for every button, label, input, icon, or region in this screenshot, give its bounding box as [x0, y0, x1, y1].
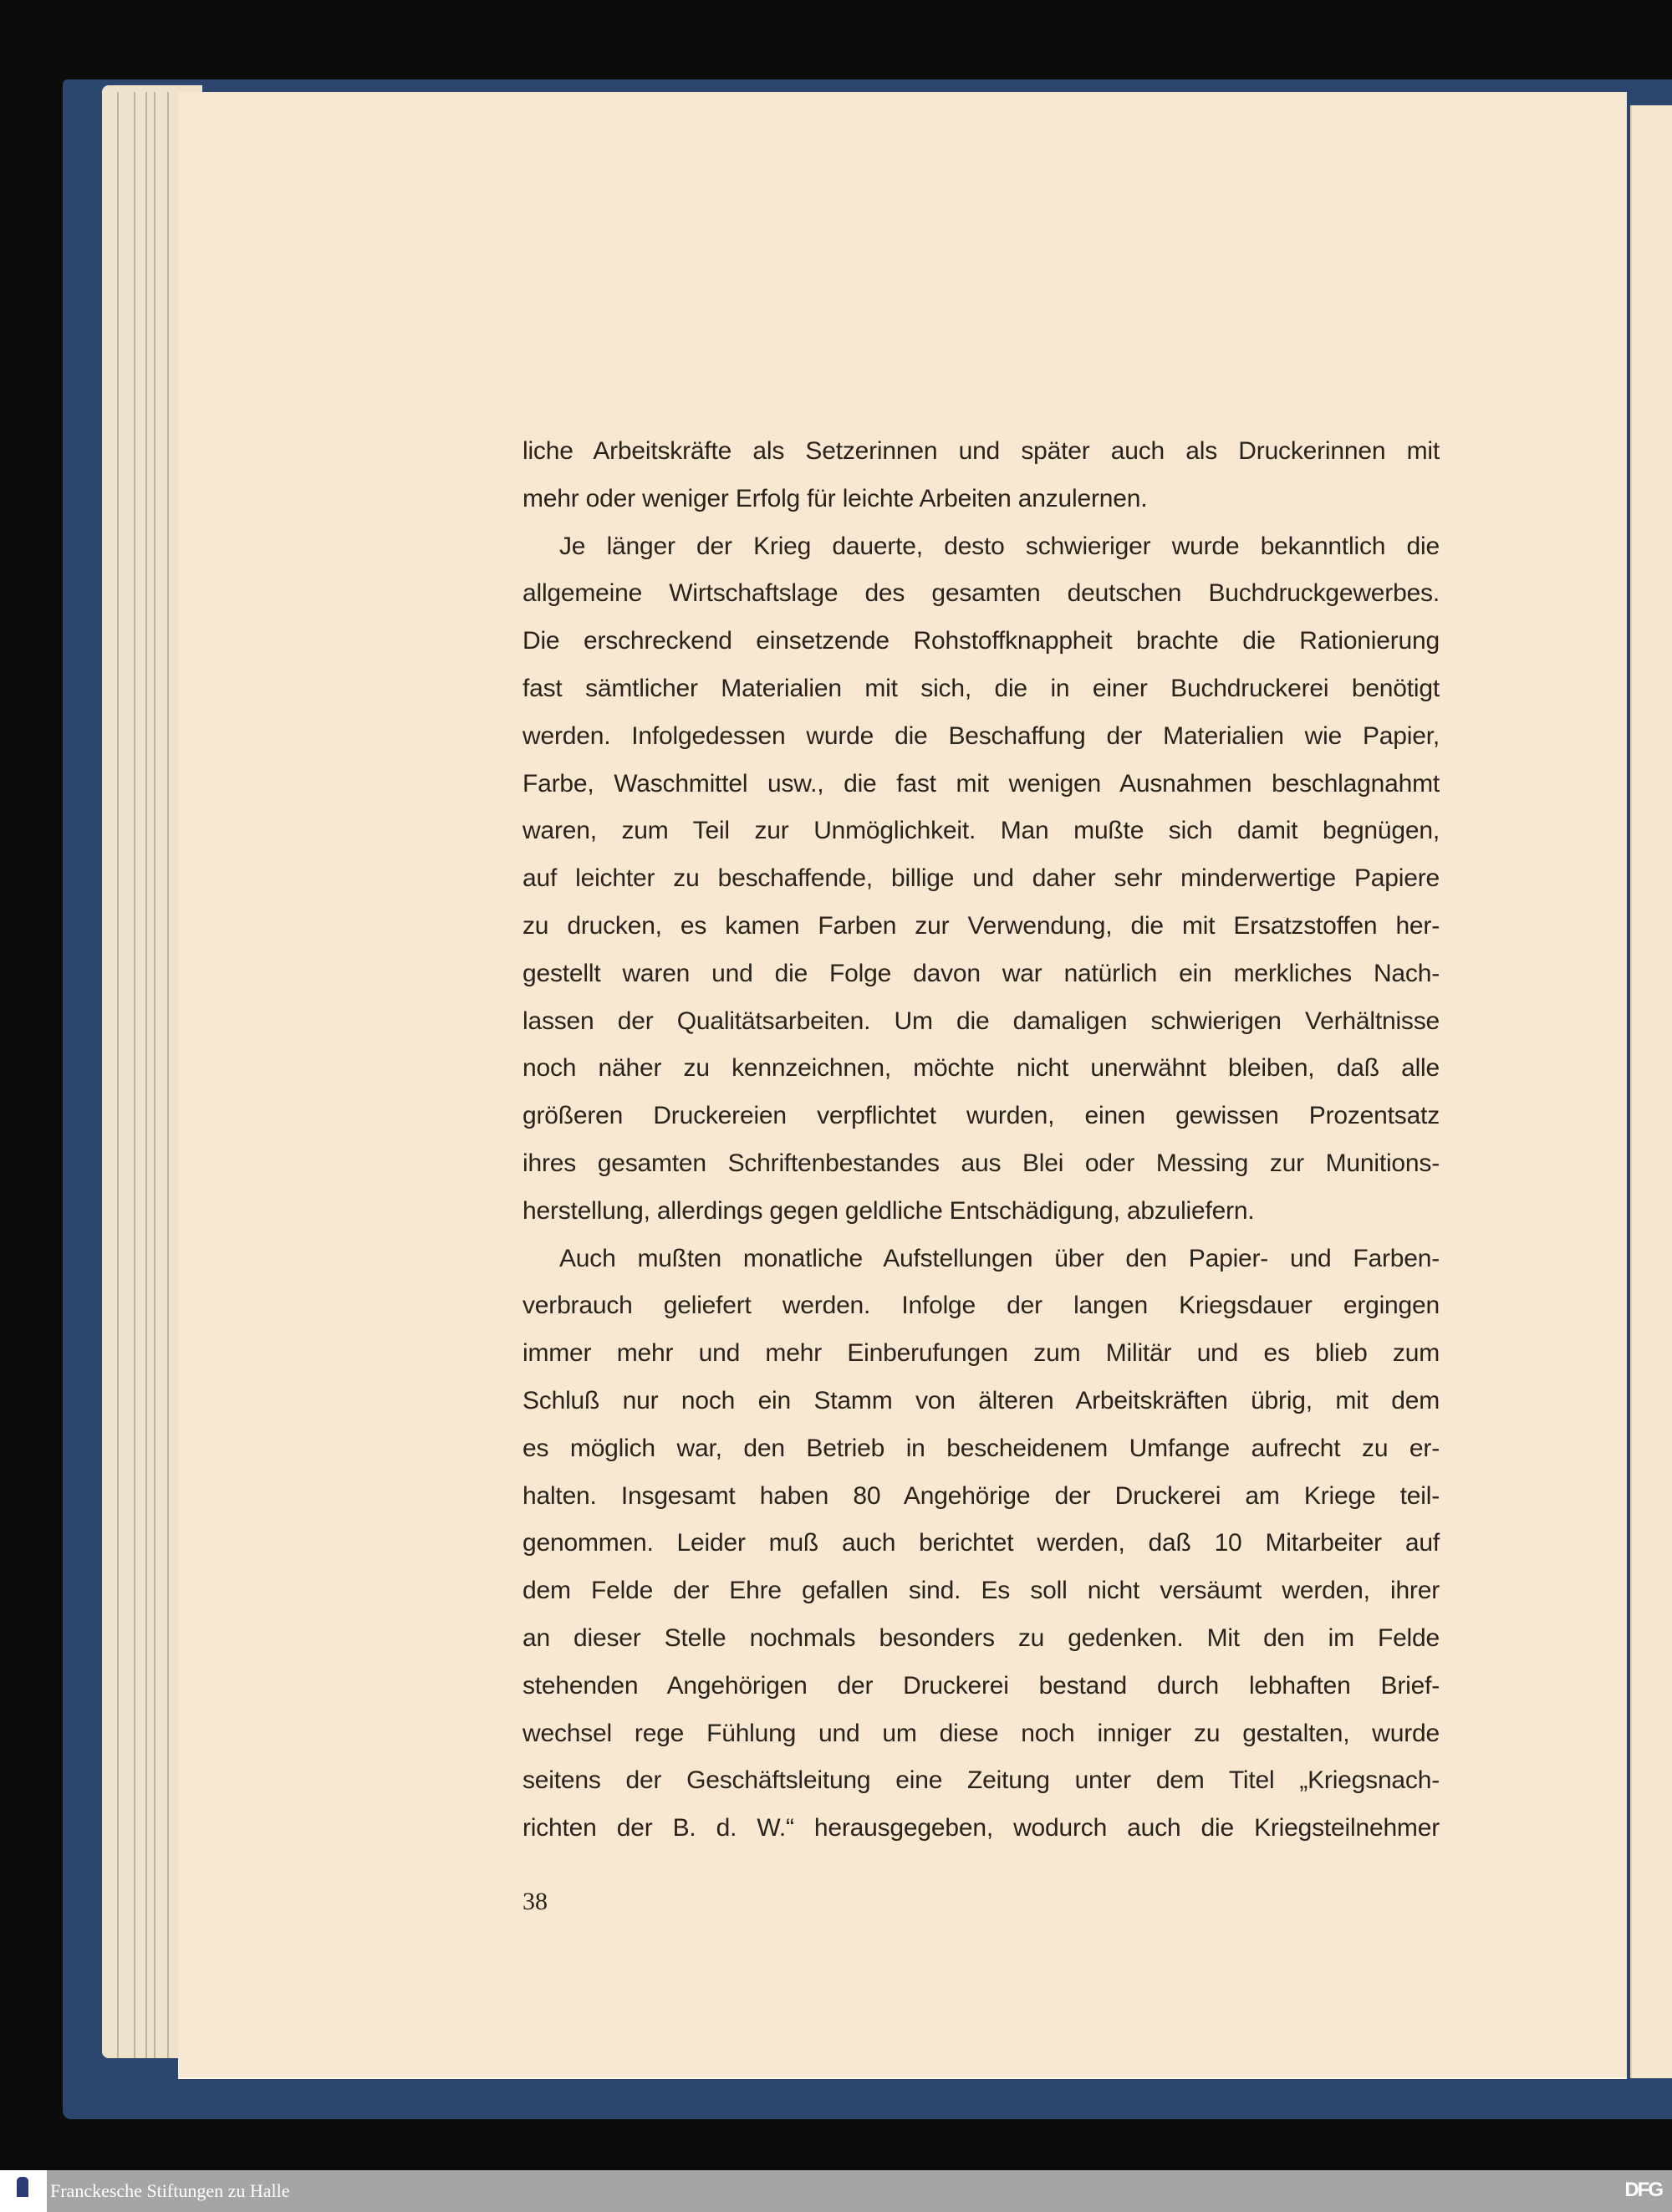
facing-page-edge [1630, 105, 1672, 2078]
logo-figure-icon [17, 2177, 28, 2197]
text-line: herstellung, allerdings gegen geldliche Entschädigung, abzuliefern. [522, 1196, 1255, 1225]
text-line: lassen der Qualitätsarbeiten. Um die damaligen schwierigen Verhältnisse [522, 1007, 1440, 1035]
page-number: 38 [522, 1888, 548, 1915]
text-line: größeren Druckereien verpflichtet wurden, einen gewissen Prozentsatz [522, 1102, 1440, 1130]
text-line: zu drucken, es kamen Farben zur Verwendung, die mit Ersatzstoffen her- [522, 911, 1440, 940]
text-line: waren, zum Teil zur Unmöglichkeit. Man mußte sich damit begnügen, [522, 817, 1440, 845]
text-line: verbrauch geliefert werden. Infolge der langen Kriegsdauer ergingen [522, 1292, 1440, 1320]
text-line: stehenden Angehörigen der Druckerei bestand durch lebhaften Brief- [522, 1671, 1440, 1700]
book-page [178, 92, 1627, 2079]
text-line: mehr oder weniger Erfolg für leichte Arbeiten anzulernen. [522, 484, 1148, 512]
text-line: Auch mußten monatliche Aufstellungen über den Papier- und Farben- [559, 1244, 1440, 1272]
footer-bar [0, 2170, 1672, 2212]
text-line: Die erschreckend einsetzende Rohstoffknappheit brachte die Rationierung [522, 627, 1440, 655]
body-text [522, 428, 1440, 1853]
text-line: Schluß nur noch ein Stamm von älteren Arbeitskräften übrig, mit dem [522, 1386, 1440, 1414]
text-line: es möglich war, den Betrieb in bescheidenem Umfange aufrecht zu er- [522, 1434, 1440, 1462]
text-line: wechsel rege Fühlung und um diese noch inniger zu gestalten, wurde [522, 1719, 1440, 1747]
text-line: richten der B. d. W.“ herausgegeben, wodurch auch die Kriegsteilnehmer [522, 1814, 1440, 1842]
institution-name: Franckesche Stiftungen zu Halle [50, 2180, 290, 2201]
text-line: liche Arbeitskräfte als Setzerinnen und später auch als Druckerinnen mit [522, 437, 1440, 465]
text-line: Je länger der Krieg dauerte, desto schwieriger wurde bekanntlich die [559, 532, 1440, 560]
text-line: immer mehr und mehr Einberufungen zum Militär und es blieb zum [522, 1339, 1440, 1368]
text-line: seitens der Geschäftsleitung eine Zeitung unter dem Titel „Kriegsnach- [522, 1766, 1440, 1795]
text-line: genommen. Leider muß auch berichtet werden, daß 10 Mitarbeiter auf [522, 1529, 1440, 1557]
text-line: noch näher zu kennzeichnen, möchte nicht unerwähnt bleiben, daß alle [522, 1054, 1440, 1083]
text-line: ihres gesamten Schriftenbestandes aus Blei oder Messing zur Munitions- [522, 1149, 1440, 1177]
text-line: werden. Infolgedessen wurde die Beschaffung der Materialien wie Papier, [522, 721, 1440, 750]
text-line: fast sämtlicher Materialien mit sich, die in einer Buchdruckerei benötigt [522, 674, 1440, 702]
institution-logo [0, 2170, 47, 2212]
text-line: Farbe, Waschmittel usw., die fast mit wenigen Ausnahmen beschlagnahmt [522, 769, 1440, 798]
text-line: gestellt waren und die Folge davon war natürlich ein merkliches Nach- [522, 959, 1440, 987]
dfg-logo: DFG [1624, 2179, 1662, 2201]
text-line: dem Felde der Ehre gefallen sind. Es soll nicht versäumt werden, ihrer [522, 1577, 1440, 1605]
text-line: allgemeine Wirtschaftslage des gesamten deutschen Buchdruckgewerbes. [522, 579, 1440, 608]
text-line: an dieser Stelle nochmals besonders zu gedenken. Mit den im Felde [522, 1623, 1440, 1652]
text-line: auf leichter zu beschaffende, billige und daher sehr minderwertige Papiere [522, 864, 1440, 893]
text-line: halten. Insgesamt haben 80 Angehörige der Druckerei am Kriege teil- [522, 1481, 1440, 1510]
